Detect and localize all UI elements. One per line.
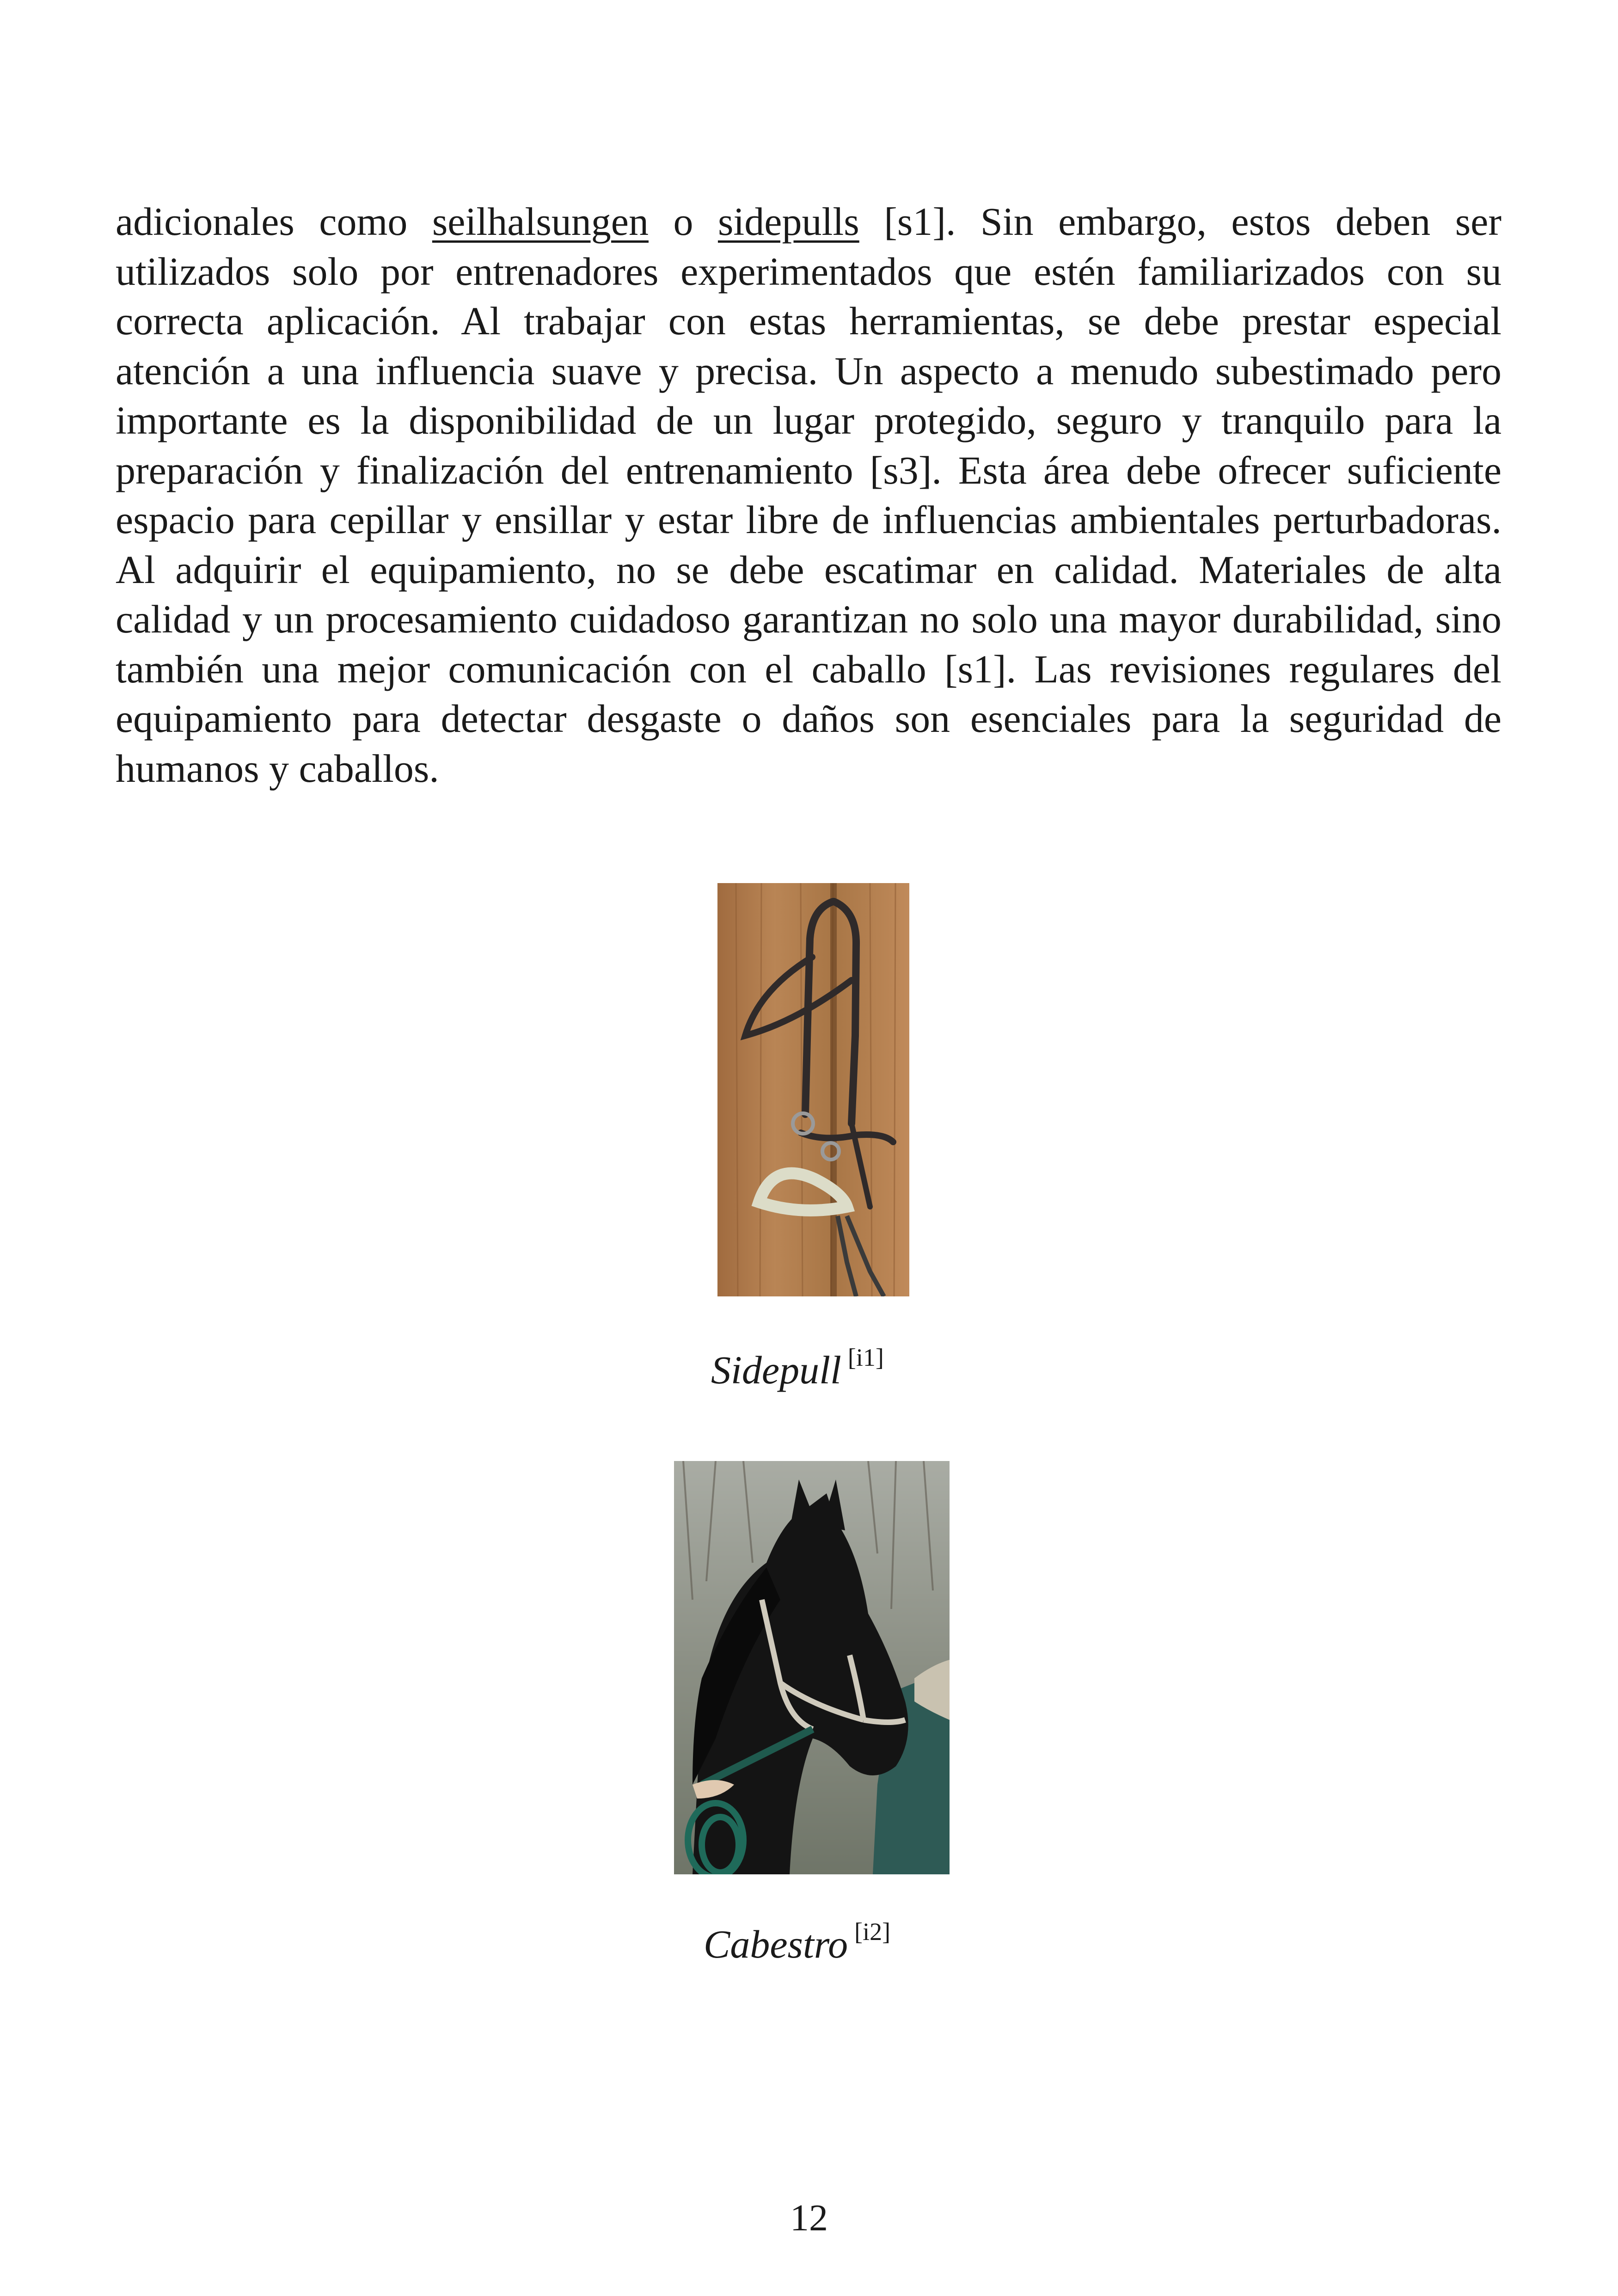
cabestro-caption xyxy=(704,1917,890,1967)
body-paragraph xyxy=(116,197,1502,793)
sidepull-photo xyxy=(717,883,909,1296)
text-run: [s1]. Sin embargo, estos deben ser utilizados solo por entrenadores experimentados que estén familiarizados con su correcta aplicación. Al trabajar con estas herramientas, se debe prestar especial atención a una influencia suave y precisa. Un aspecto a menudo subestimado pero importante es la disponibilidad de un lugar protegido, seguro y tranquilo para la preparación y finalización del entrenamiento [s3]. Esta área debe ofrecer suficiente espacio para cepillar y ensillar y estar libre de influencias ambientales perturbadoras. Al adquirir el equipamiento, no se debe escatimar en calidad. Materiales de alta calidad y un procesamiento cuidadoso garantizan no solo una mayor durabilidad, sino también una mejor comunicación con el caballo [s1]. Las revisiones regulares del equipamiento para detectar desgaste o daños son esenciales para la seguridad de humanos y caballos. xyxy=(116,199,1502,791)
page-number: 12 xyxy=(790,2197,828,2239)
seilhalsungen-link[interactable]: seilhalsungen xyxy=(432,199,649,244)
image-reference[interactable]: [i1] xyxy=(847,1344,884,1371)
caption-text: Cabestro xyxy=(704,1922,848,1966)
text-run: adicionales como xyxy=(116,199,432,244)
image-reference[interactable]: [i2] xyxy=(854,1918,891,1946)
caption-text: Sidepull xyxy=(711,1348,841,1392)
sidepull-caption xyxy=(711,1343,884,1393)
text-run: o xyxy=(648,199,718,244)
sidepulls-link[interactable]: sidepulls xyxy=(717,199,859,244)
cabestro-photo xyxy=(674,1461,950,1874)
